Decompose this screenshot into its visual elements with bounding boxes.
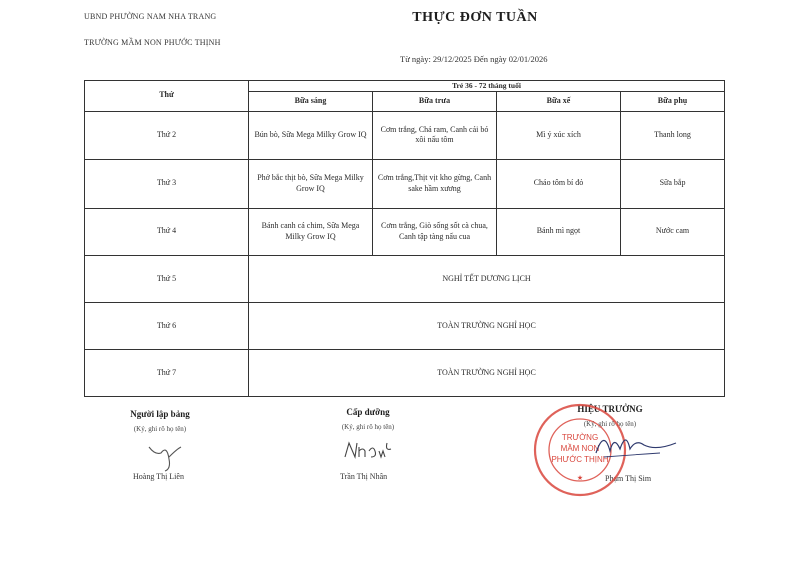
meal-header-afternoon: Bữa xế [497,92,621,111]
meal-header-snack: Bữa phụ [621,92,725,111]
signature-role: Cấp dưỡng [346,407,390,417]
day-cell: Thứ 4 [85,208,249,255]
breakfast-cell: Bánh canh cá chim, Sữa Mega Milky Grow IQ [249,208,373,255]
holiday-note: NGHỈ TẾT DƯƠNG LỊCH [249,255,725,302]
signature-cook [313,407,423,481]
table-row [85,302,725,349]
closure-note: TOÀN TRƯỜNG NGHỈ HỌC [249,302,725,349]
svg-text:★: ★ [576,475,584,482]
signature-role: Người lập bảng [130,409,190,419]
document-title: THỰC ĐƠN TUẦN [412,10,538,25]
day-cell: Thứ 6 [85,302,249,349]
svg-text:TRƯỜNG: TRƯỜNG [561,433,599,442]
age-group-header: Trẻ 36 - 72 tháng tuổi [249,81,725,92]
table-row [85,208,725,255]
signature-preparer [105,409,215,481]
day-cell: Thứ 2 [85,111,249,159]
table-row [85,111,725,159]
breakfast-cell: Bún bò, Sữa Mega Milky Grow IQ [249,111,373,159]
org-line-1: UBND PHƯỜNG NAM NHA TRANG [84,12,217,21]
afternoon-cell: Mì ý xúc xích [497,111,621,159]
principal-signature-icon [590,425,680,465]
day-column-header: Thứ [85,81,249,112]
signature-hint: (Ký, ghi rõ họ tên) [341,423,395,431]
signature-name: Trần Thị Nhân [340,472,388,481]
snack-cell: Sữa bắp [621,159,725,208]
snack-cell: Thanh long [621,111,725,159]
day-cell: Thứ 5 [85,255,249,302]
afternoon-cell: Cháo tôm bí đỏ [497,159,621,208]
closure-note: TOÀN TRƯỜNG NGHỈ HỌC [249,349,725,396]
handwritten-signature-icon [145,441,185,473]
signature-role: HIỆU TRƯỞNG [577,404,643,414]
signature-hint: (Ký, ghi rõ họ tên) [133,425,187,433]
weekly-menu-table [84,80,725,397]
afternoon-cell: Bánh mì ngọt [497,208,621,255]
date-range: Từ ngày: 29/12/2025 Đến ngày 02/01/2026 [400,54,548,64]
day-cell: Thứ 3 [85,159,249,208]
org-line-2: TRƯỜNG MẦM NON PHƯỚC THỊNH [84,38,221,47]
day-cell: Thứ 7 [85,349,249,396]
signature-hint: (Ký, ghi rõ họ tên) [583,420,637,428]
table-row [85,349,725,396]
signature-name: Phạm Thị Sim [605,474,652,483]
breakfast-cell: Phở bắc thịt bò, Sữa Mega Milky Grow IQ [249,159,373,208]
meal-header-lunch: Bữa trưa [373,92,497,111]
signature-name: Hoàng Thị Liên [133,472,184,481]
lunch-cell: Cơm trắng, Chả ram, Canh cải bó xôi nấu tôm [373,111,497,159]
handwritten-signature-icon [341,437,397,465]
lunch-cell: Cơm trắng, Giò sống sốt cà chua, Canh tập tàng nấu cua [373,208,497,255]
table-row [85,255,725,302]
lunch-cell: Cơm trắng,Thịt vịt kho gừng, Canh sake hầm xương [373,159,497,208]
meal-header-breakfast: Bữa sáng [249,92,373,111]
snack-cell: Nước cam [621,208,725,255]
svg-text:MẦM NON: MẦM NON [560,444,600,453]
svg-text:PHƯỚC THỊNH: PHƯỚC THỊNH [551,455,609,464]
table-row [85,159,725,208]
